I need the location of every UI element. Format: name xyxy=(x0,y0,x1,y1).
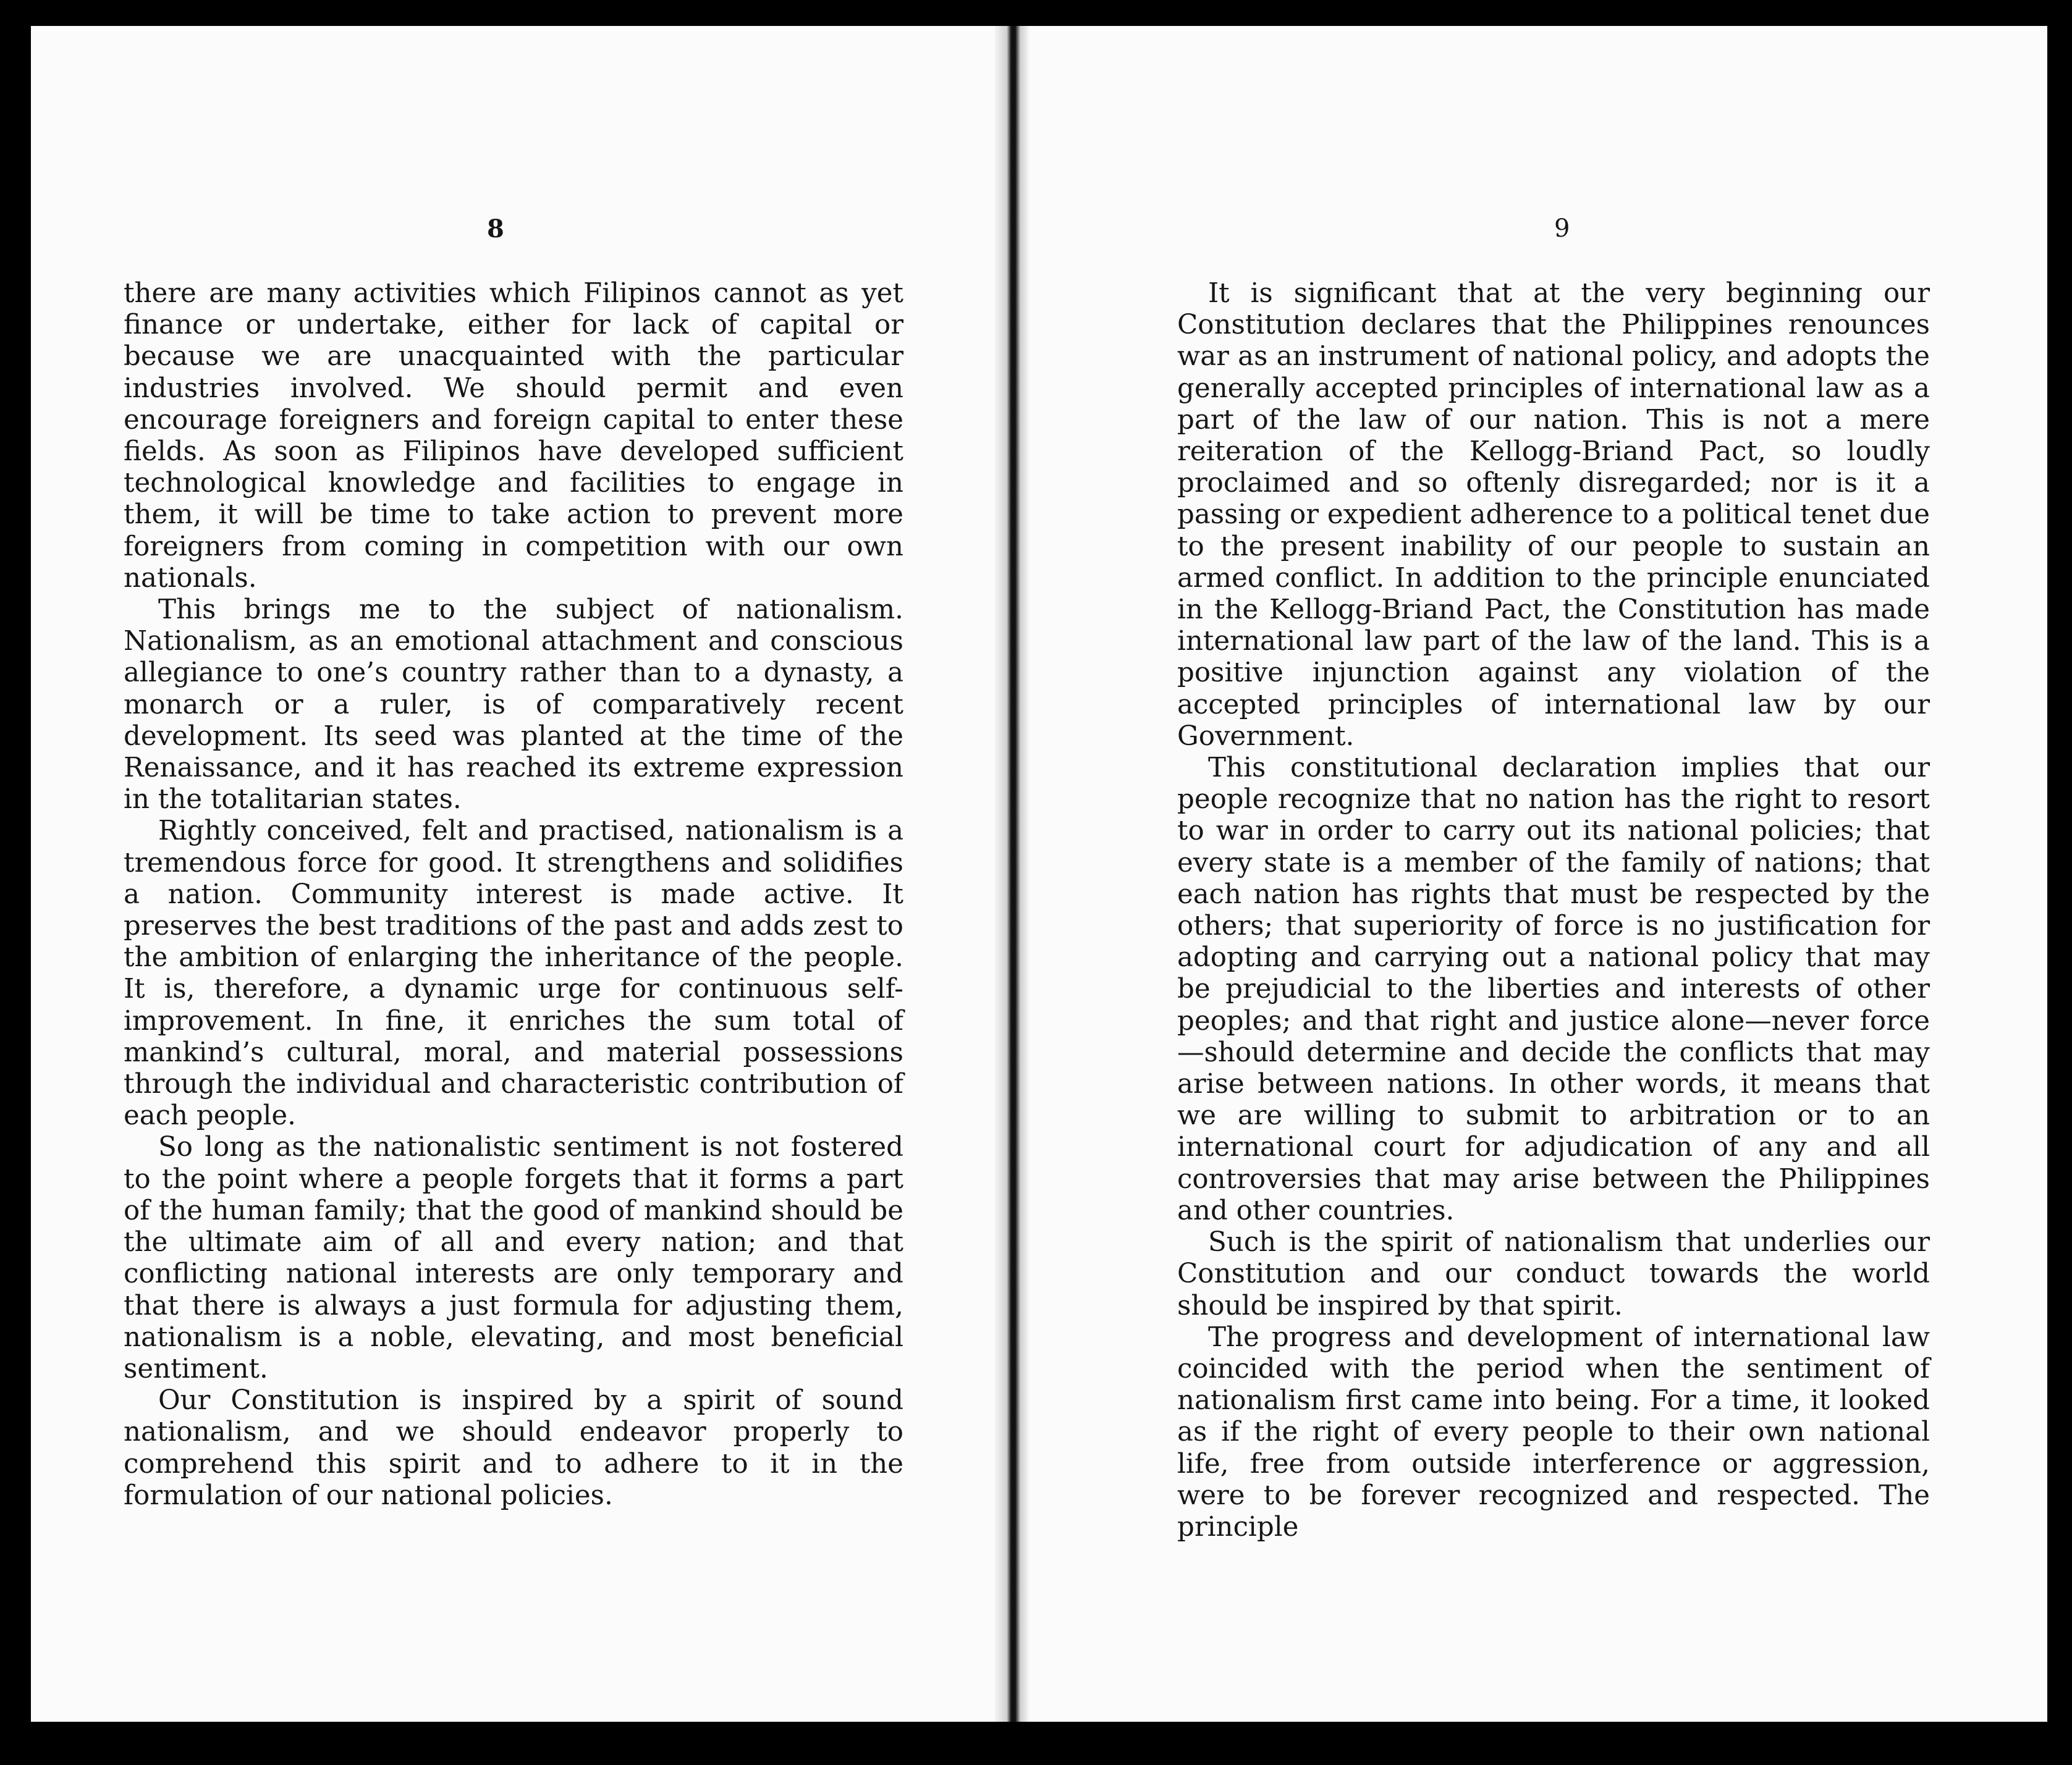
right-page-body xyxy=(1177,278,1930,1543)
paragraph: The progress and development of international law coincided with the period when the sentiment of nationalism first came into being. For a time, it looked as if the right of every people to their own national life, free from outside interference or aggression, were to be forever recognized and respected. The principle xyxy=(1177,1321,1930,1543)
left-page-body xyxy=(124,278,903,1512)
page-number-left: 8 xyxy=(487,214,504,243)
page-number-right: 9 xyxy=(1554,214,1570,243)
right-page xyxy=(1029,26,2047,1722)
paragraph: So long as the nationalistic sentiment is not fostered to the point where a people forgets that it forms a part of the human family; that the good of mankind should be the ultimate aim of all and every nation; and that conflicting national interests are only temporary and that there is always a just formula for adjusting them, nationalism is a noble, elevating, and most beneficial sentiment. xyxy=(124,1132,903,1384)
paragraph: It is significant that at the very beginning our Constitution declares that the Philippines renounces war as an instrument of national policy, and adopts the generally accepted principles of international law as a part of the law of our nation. This is not a mere reiteration of the Kellogg-Briand Pact, so loudly proclaimed and so oftenly disregarded; nor is it a passing or expedient adherence to a political tenet due to the present inability of our people to sustain an armed conflict. In addition to the principle enunciated in the Kellogg-Briand Pact, the Constitution has made international law part of the law of the land. This is a positive injunction against any violation of the accepted principles of international law by our Government. xyxy=(1177,278,1930,752)
book-gutter xyxy=(995,26,1029,1722)
paragraph: Our Constitution is inspired by a spirit of sound nationalism, and we should endeavor properly to comprehend this spirit and to adhere to it in the formulation of our national policies. xyxy=(124,1385,903,1511)
left-page xyxy=(31,26,995,1722)
paragraph: This constitutional declaration implies that our people recognize that no nation has the right to resort to war in order to carry out its national policies; that every state is a member of the family of nations; that each nation has rights that must be respected by the others; that superiority of force is no justification for adopting and carrying out a national policy that may be prejudicial to the liberties and interests of other peoples; and that right and justice alone—never force—should determine and decide the conflicts that may arise between nations. In other words, it means that we are willing to submit to arbitration or to an international court for adjudication of any and all controversies that may arise between the Philippines and other countries. xyxy=(1177,752,1930,1226)
paragraph: Rightly conceived, felt and practised, nationalism is a tremendous force for good. It strengthens and solidifies a nation. Community interest is made active. It preserves the best traditions of the past and adds zest to the ambition of enlarging the inheritance of the people. It is, therefore, a dynamic urge for continuous self-improvement. In fine, it enriches the sum total of mankind’s cultural, moral, and material possessions through the individual and characteristic contribution of each people. xyxy=(124,815,903,1132)
paragraph: Such is the spirit of nationalism that underlies our Constitution and our conduct towards the world should be inspired by that spirit. xyxy=(1177,1227,1930,1321)
paragraph: there are many activities which Filipinos cannot as yet finance or undertake, either for lack of capital or because we are unacquainted with the particular industries involved. We should permit and even encourage foreigners and foreign capital to enter these fields. As soon as Filipinos have developed sufficient technological knowledge and facilities to engage in them, it will be time to take action to prevent more foreigners from coming in competition with our own nationals. xyxy=(124,278,903,594)
paragraph: This brings me to the subject of nationalism. Nationalism, as an emotional attachment and conscious allegiance to one’s country rather than to a dynasty, a monarch or a ruler, is of comparatively recent development. Its seed was planted at the time of the Renaissance, and it has reached its extreme expression in the totalitarian states. xyxy=(124,594,903,815)
